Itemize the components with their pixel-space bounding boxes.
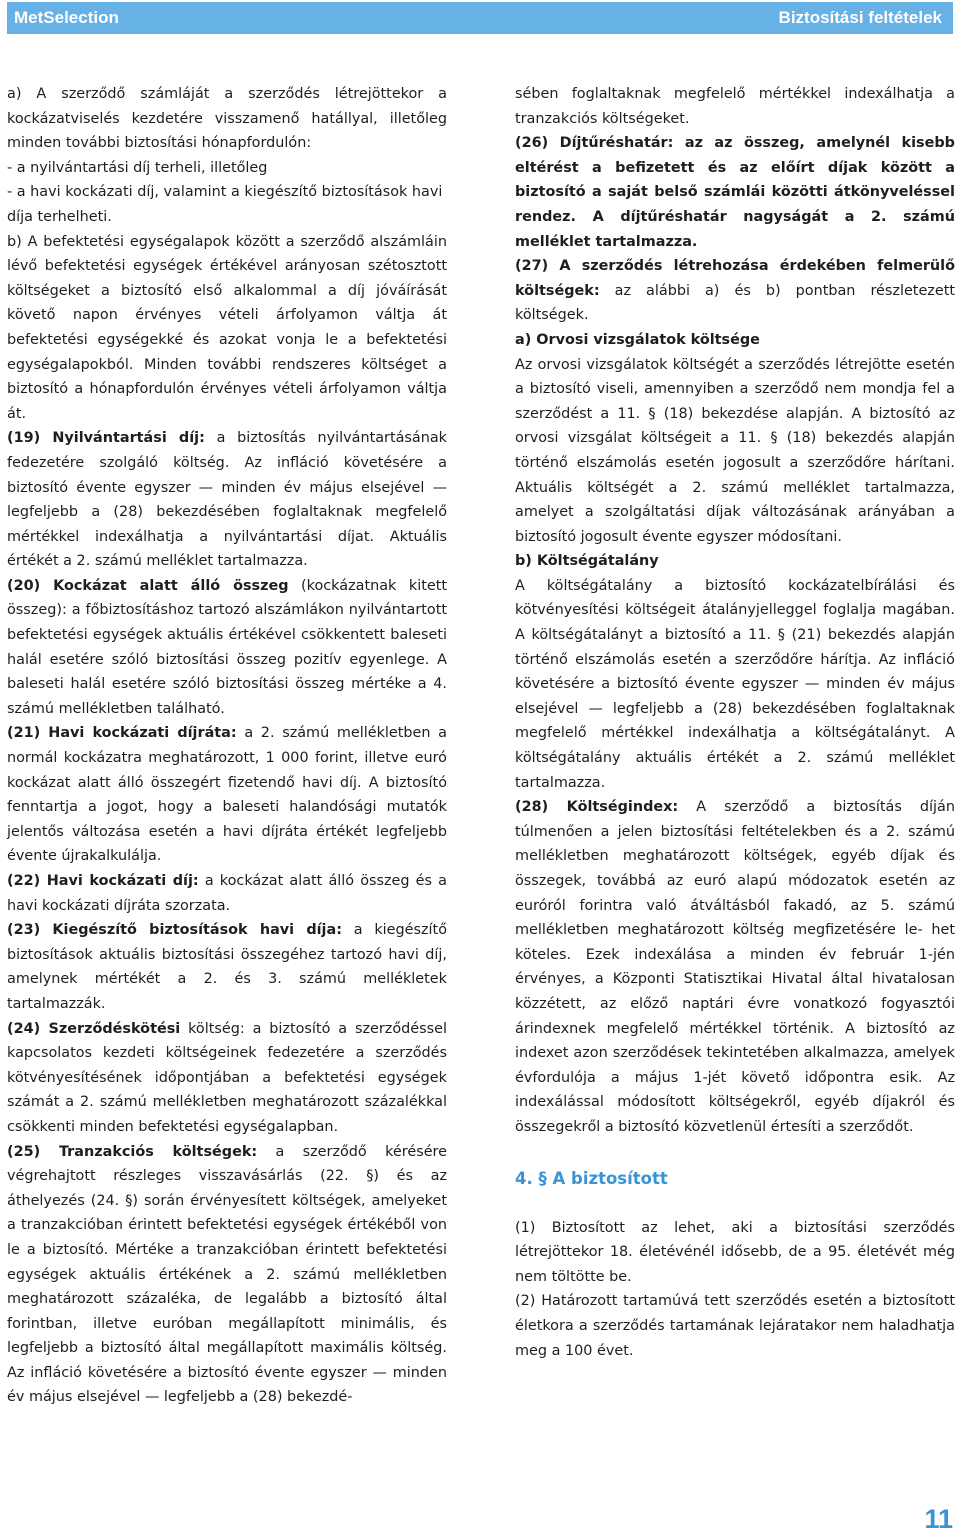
paragraph-24 <box>7 1017 447 1140</box>
list-item: - a nyilvántartási díj terheli, illetőleg <box>7 159 268 176</box>
paragraph-body: a szerződő kérésére végrehajtott részleges visszavásárlás (22. §) és az áthelyezés (24. §) során érvényesített költségek, amelyeket a tranzakcióban érintett befektetési egységek értékéből von le a biztosító. Mértéke a tranzakcióban érintett befektetési egységek aktuális értékének a 2. számú mellékletben meghatározott százaléka, de legalább a biztosító által forintban, illetve euróban megállapított minimális, és legfeljebb a biztosító által megállapított maximális költség. Az infláció követésére a biztosító évente egyszer — minden év május elsejével — legfeljebb a (28) bekezdé- <box>7 1143 447 1406</box>
paragraph-body-bold: (26) Díjtűréshatár: az az összeg, amelynél kisebb eltérést a befizetett és az előírt díjak között a biztosító a saját belső számlái közötti átkönyveléssel rendez. A díjtűréshatár nagyságát a 2. számú melléklet tartalmazza. <box>515 135 955 250</box>
page-header <box>7 2 953 34</box>
paragraph-21 <box>7 721 447 869</box>
paragraph-body: A szerződő a biztosítás díján túlmenően a jelen biztosítási feltételekben és a 2. számú mellékletben meghatározott költségek, egyéb díjak és összegek, továbbá az euró alapú módozatok esetén az euróról forintra való átváltásból fakadó, az 5. számú mellékletben meghatározott költség megfizetésére le- het köteles. Ezek indexálása a minden év február 1-jén érvényes, a Központi Statisztikai Hivatal által hivatalosan közzétett, az előző naptári évre vonatkozó fogyasztói árindexnek megfelelő mértékkel történik. A biztosító az indexet azon szerződések tekintetében alkalmazza, amelyek évfordulója a május 1-jét követő időpontra esik. Az indexálással módosított költségekről, egyéb díjakról és összegekről a biztosító közvetlenül értesíti a szerződőt. <box>515 799 955 1135</box>
right-column <box>515 82 955 1363</box>
paragraph-28 <box>515 795 955 1139</box>
section-title: Biztosítási feltételek <box>778 8 942 27</box>
paragraph-flat-fee: A költségátalány a biztosító kockázatelbírálási és kötvényesítési költségeit átalányjelleggel foglalja magában. A költségátalányt a biztosító a 11. § (21) bekezdés alapján történő elszámolás esetén a szerződőre hárítja. Az infláció követésére a biztosító évente egyszer — minden év május elsejével — legfeljebb a (28) bekezdésében foglaltaknak megfelelő mértékkel indexálhatja a költségátalányt. A költségátalány aktuális értékét a 2. számú melléklet tartalmazza. <box>515 577 955 791</box>
paragraph-25-continued: sében foglaltaknak megfelelő mértékkel indexálhatja a tranzakciós költségeket. <box>515 86 955 127</box>
paragraph-20 <box>7 574 447 722</box>
paragraph-title: (24) Szerződéskötési <box>7 1020 181 1037</box>
paragraph-title: (25) Tranzakciós költségek: <box>7 1143 258 1160</box>
paragraph-25 <box>7 1140 447 1411</box>
paragraph-title: (27) A szerződés létrehozása érdekében felmerülő költségek: <box>515 258 955 299</box>
list-item: - a havi kockázati díj, valamint a kiegészítő biztosítások havi díja terhelheti. <box>7 184 443 225</box>
paragraph-26 <box>515 131 955 254</box>
paragraph-medical: Az orvosi vizsgálatok költségét a szerződés létrejötte esetén a biztosító viseli, amennyiben a szerződő nem mondja fel a szerződést a 11. § (18) bekezdése alapján. A biztosító az orvosi vizsgálat költségeit a 11. § (18) bekezdés alapján történő elszámolás esetén jogosult a szerződőre hárítani. Aktuális költségét a 2. számú melléklet tartalmazza, amelyet a szolgáltatási díjak változásának arányában a biztosító jogosult évente egyszer módosítani. <box>515 356 955 545</box>
paragraph-b: b) A befektetési egységalapok között a szerződő alszámláin lévő befektetési egységek értékével arányosan szétosztott költségeket a biztosító első alkalommal a díj jóváírását követő napon érvényes vételi árfolyamon váltja át befektetési egységekké és azokat vonja le a befektetési egységalapokból. Minden további rendszeres költséget a biztosító a hónapfordulón érvényes vételi árfolyamon váltja át. <box>7 233 447 422</box>
paragraph-body: a kiegészítő biztosítások aktuális biztosítási összegéhez tartozó havi díj, amelynek mértékét a 2. és 3. számú mellékletek tartalmazzák. <box>7 922 448 1012</box>
paragraph-title: (20) Kockázat alatt álló összeg <box>7 577 289 594</box>
paragraph-title: (22) Havi kockázati díj: <box>7 873 199 889</box>
paragraph-body: (kockázatnak kitett összeg): a főbiztosításhoz tartozó alszámlákon nyilvántartott befektetési egységek aktuális értékével csökkentett baleseti halál esetére szóló biztosítási összeg pozitív egyenlege. A baleseti halál esetére szóló biztosítási összeg mértéke a 4. számú mellékletben található. <box>7 577 447 717</box>
paragraph-23 <box>7 918 447 1016</box>
left-column <box>7 82 447 1410</box>
paragraph-insured-1: (1) Biztosított az lehet, aki a biztosítási szerződés létrejöttekor 18. életévénél idősebb, de a 95. életévét még nem töltötte be. <box>515 1219 955 1285</box>
paragraph-body: a 2. számú mellékletben a normál kockázatra meghatározott, 1 000 forint, illetve euró kockázat alatt álló összegért fizetendő havi díj. A biztosító fenntartja a jogot, hogy a baleseti halandósági mutatók jelentős változása esetén a havi díjráta értékét legfeljebb évente újrakalkulálja. <box>7 725 448 865</box>
paragraph-title: (28) Költségindex: <box>515 799 679 816</box>
paragraph-body: a kockázat alatt álló összeg és a havi kockázati díjráta szorzata. <box>7 873 447 914</box>
paragraph-title: (23) Kiegészítő biztosítások havi díja: <box>7 922 342 939</box>
page-number: 11 <box>924 1504 953 1534</box>
section-heading: 4. § A biztosított <box>515 1168 668 1188</box>
paragraph-19 <box>7 426 447 574</box>
subheading-b: b) Költségátalány <box>515 553 659 570</box>
paragraph-a: a) A szerződő számláját a szerződés létrejöttekor a kockázatviselés kezdetére visszamenő hatállyal, illetőleg minden további biztosítási hónapfordulón: <box>7 86 447 152</box>
brand-name: MetSelection <box>14 8 119 27</box>
paragraph-title: (21) Havi kockázati díjráta: <box>7 725 237 742</box>
paragraph-27 <box>515 254 955 328</box>
paragraph-22 <box>7 869 447 918</box>
paragraph-title: (19) Nyilvántartási díj: <box>7 430 205 447</box>
paragraph-body: költség: a biztosító a szerződéssel kapcsolatos kezdeti költségeinek fedezetére a szerződés kötvényesítésének időpontjában a befektetési egységek számát a 2. számú mellékletben meghatározott százalékkal csökkenti minden befektetési egységalapban. <box>7 1020 447 1135</box>
paragraph-insured-2: (2) Határozott tartamúvá tett szerződés esetén a biztosított életkora a szerződés tartamának lejáratakor nem haladhatja meg a 100 évet. <box>515 1293 955 1359</box>
subheading-a: a) Orvosi vizsgálatok költsége <box>515 331 760 348</box>
paragraph-body: a biztosítás nyilvántartásának fedezetére szolgáló költség. Az infláció követésére a biztosító évente egyszer — minden év május elsejével — legfeljebb a (28) bekezdésében foglaltaknak megfelelő mértékkel indexálhatja a nyilvántartási díjat. Aktuális értékét a 2. számú melléklet tartalmazza. <box>7 430 447 570</box>
paragraph-body: az alábbi a) és b) pontban részletezett költségek. <box>515 282 955 324</box>
